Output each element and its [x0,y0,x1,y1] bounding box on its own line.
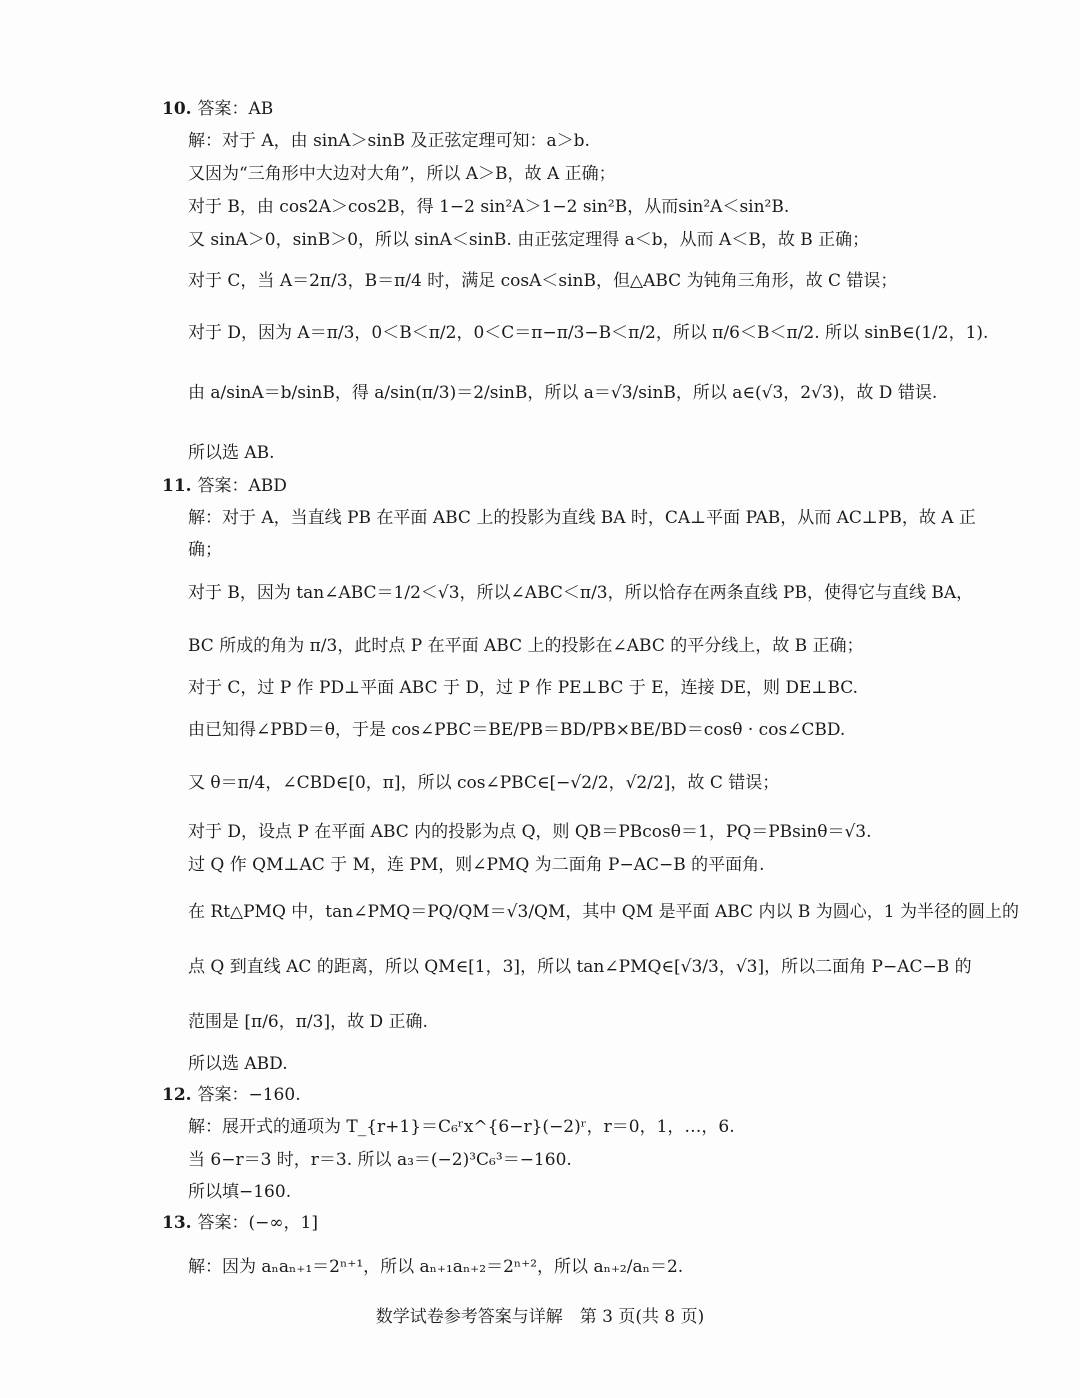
solution-line: 又 sinA＞0，sinB＞0，所以 sinA＜sinB. 由正弦定理得 a＜b，从而 A＜B，故 B 正确； [188,230,870,250]
solution-line: 对于 D，设点 P 在平面 ABC 内的投影为点 Q，则 QB＝PBcosθ＝1，PQ＝PBsinθ＝√3. [188,822,872,842]
question-10-header [162,98,273,120]
solution-line: 又 θ＝π/4，∠CBD∈[0，π]，所以 cos∠PBC∈[−√2/2，√2/2]，故 C 错误； [188,773,780,793]
solution-line: 所以选 ABD. [188,1054,288,1074]
solution-line: 由已知得∠PBD＝θ，于是 cos∠PBC＝BE/PB＝BD/PB×BE/BD＝cosθ · cos∠CBD. [188,720,846,740]
question-number: 13. [162,1213,192,1233]
solution-line: 对于 D，因为 A＝π/3，0＜B＜π/2，0＜C＝π−π/3−B＜π/2，所以 π/6＜B＜π/2. 所以 sinB∈(1/2，1). [188,323,989,343]
solution-line: 点 Q 到直线 AC 的距离，所以 QM∈[1，3]，所以 tan∠PMQ∈[√3/3，√3]，所以二面角 P−AC−B 的 [188,957,972,977]
solution-line: 由 a/sinA＝b/sinB，得 a/sin(π/3)＝2/sinB，所以 a＝√3/sinB，所以 a∈(√3，2√3)，故 D 错误. [188,383,938,403]
solution-line: 解：对于 A，当直线 PB 在平面 ABC 上的投影为直线 BA 时，CA⊥平面 PAB，从而 AC⊥PB，故 A 正 [188,508,976,528]
solution-line: BC 所成的角为 π/3，此时点 P 在平面 ABC 上的投影在∠ABC 的平分线上，故 B 正确； [188,636,864,656]
question-12-header [162,1084,301,1106]
solution-line: 解：对于 A，由 sinA＞sinB 及正弦定理可知：a＞b. [188,131,590,151]
question-number: 11. [162,476,192,496]
answer-label: 答案：ABD [197,476,287,496]
solution-line: 对于 B，由 cos2A＞cos2B，得 1−2 sin²A＞1−2 sin²B，从而sin²A＜sin²B. [188,197,790,217]
solution-line: 所以填−160. [188,1182,292,1202]
question-11-header [162,475,287,497]
solution-line: 对于 B，因为 tan∠ABC＝1/2＜√3，所以∠ABC＜π/3，所以恰存在两条直线 PB，使得它与直线 BA， [188,583,974,603]
solution-line: 对于 C，过 P 作 PD⊥平面 ABC 于 D，过 P 作 PE⊥BC 于 E，连接 DE，则 DE⊥BC. [188,678,859,698]
solution-line: 又因为“三角形中大边对大角”，所以 A＞B，故 A 正确； [188,164,616,184]
solution-line: 对于 C，当 A＝2π/3，B＝π/4 时，满足 cosA＜sinB，但△ABC 为钝角三角形，故 C 错误； [188,271,898,291]
answer-label: 答案：(−∞，1] [197,1213,318,1233]
question-13-header [162,1212,318,1234]
solution-line: 所以选 AB. [188,443,275,463]
answer-label: 答案：AB [197,99,274,119]
answer-label: 答案：−160. [197,1085,301,1105]
solution-line: 解：因为 aₙaₙ₊₁＝2ⁿ⁺¹，所以 aₙ₊₁aₙ₊₂＝2ⁿ⁺²，所以 aₙ₊₂/aₙ＝2. [188,1257,684,1277]
solution-line: 确； [188,540,222,560]
page-footer: 数学试卷参考答案与详解 第 3 页(共 8 页) [375,1307,705,1327]
solution-line: 过 Q 作 QM⊥AC 于 M，连 PM，则∠PMQ 为二面角 P−AC−B 的平面角. [188,855,765,875]
question-number: 12. [162,1085,192,1105]
solution-line: 当 6−r＝3 时，r＝3. 所以 a₃＝(−2)³C₆³＝−160. [188,1150,572,1170]
solution-line: 解：展开式的通项为 T_{r+1}＝C₆ʳx^{6−r}(−2)ʳ，r＝0，1，…，6. [188,1117,735,1137]
solution-line: 在 Rt△PMQ 中，tan∠PMQ＝PQ/QM＝√3/QM，其中 QM 是平面 ABC 内以 B 为圆心，1 为半径的圆上的 [188,902,1019,922]
solution-line: 范围是 [π/6，π/3]，故 D 正确. [188,1012,428,1032]
question-number: 10. [162,99,192,119]
